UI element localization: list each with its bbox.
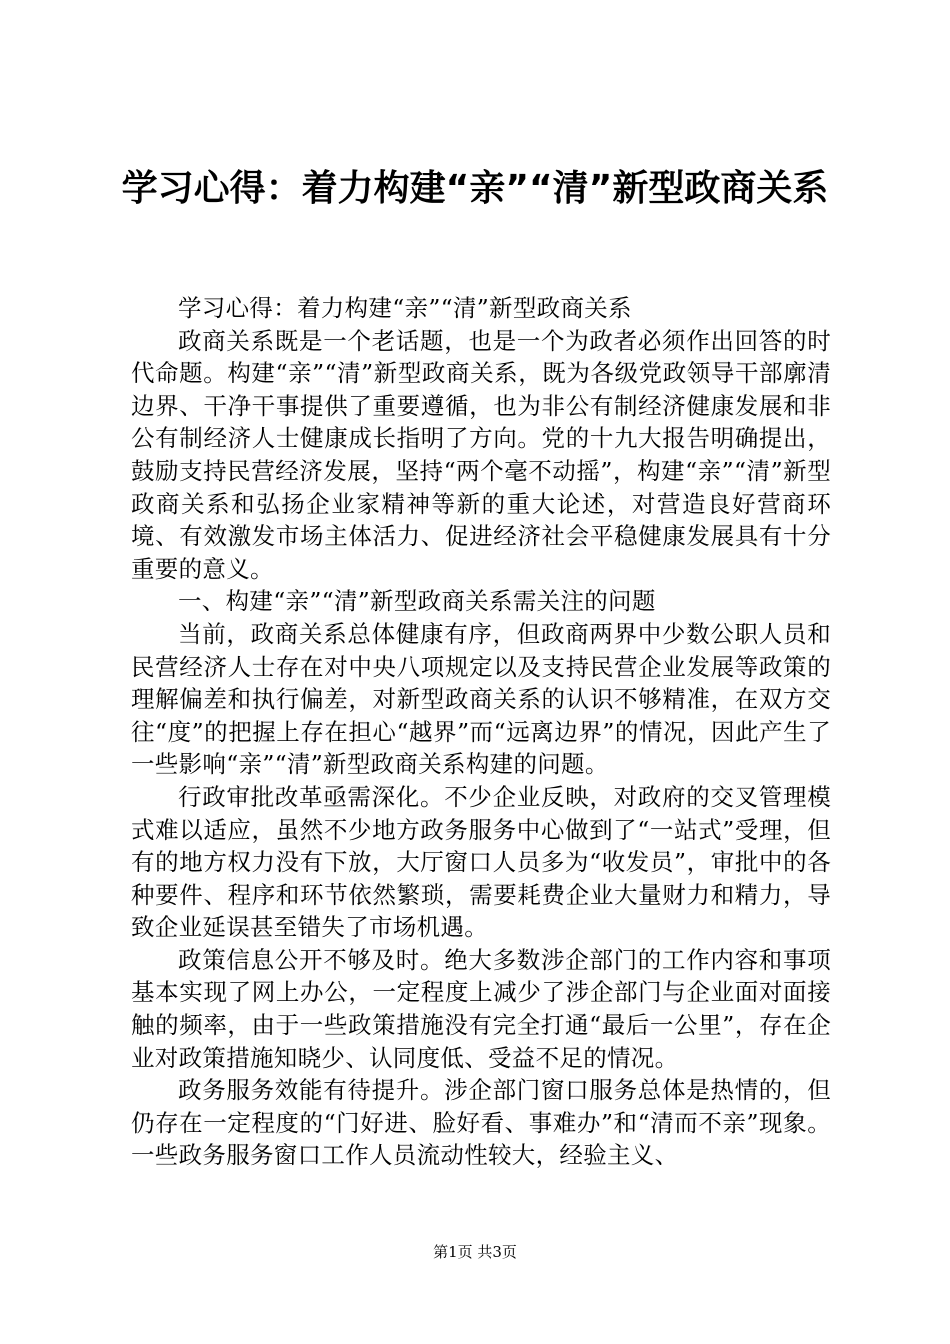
body-paragraph: 行政审批改革亟需深化。不少企业反映，对政府的交叉管理模式难以适应，虽然不少地方政务服务中心做到了“一站式”受理，但有的地方权力没有下放，大厅窗口人员多为“收发员”，审批中的各种要件、程序和环节依然繁琐，需要耗费企业大量财力和精力，导致企业延误甚至错失了市场机遇。 bbox=[131, 782, 831, 942]
body-paragraph: 当前，政商关系总体健康有序，但政商两界中少数公职人员和民营经济人士存在对中央八项规定以及支持民营企业发展等政策的理解偏差和执行偏差，对新型政商关系的认识不够精准，在双方交往“度”的把握上存在担心“越界”而“远离边界”的情况，因此产生了一些影响“亲”“清”新型政商关系构建的问题。 bbox=[131, 619, 831, 779]
body-paragraph: 政务服务效能有待提升。涉企部门窗口服务总体是热情的，但仍存在一定程度的“门好进、脸好看、事难办”和“清而不亲”现象。一些政务服务窗口工作人员流动性较大，经验主义、 bbox=[131, 1076, 831, 1170]
subtitle-paragraph: 学习心得：着力构建“亲”“清”新型政商关系 bbox=[178, 294, 632, 322]
body-paragraph: 政策信息公开不够及时。绝大多数涉企部门的工作内容和事项基本实现了网上办公，一定程度上减少了涉企部门与企业面对面接触的频率，由于一些政策措施没有完全打通“最后一公里”，存在企业对政策措施知晓少、认同度低、受益不足的情况。 bbox=[131, 945, 831, 1072]
document-body bbox=[131, 292, 831, 1172]
section-heading: 一、构建“亲”“清”新型政商关系需关注的问题 bbox=[178, 587, 656, 616]
page-number-footer: 第1页 共3页 bbox=[433, 1243, 517, 1261]
document-title: 学习心得：着力构建“亲”“清”新型政商关系 bbox=[121, 168, 829, 209]
intro-paragraph: 政商关系既是一个老话题，也是一个为政者必须作出回答的时代命题。构建“亲”“清”新型政商关系，既为各级党政领导干部廓清边界、干净干事提供了重要遵循，也为非公有制经济健康发展和非公有制经济人士健康成长指明了方向。党的十九大报告明确提出，鼓励支持民营经济发展，坚持“两个毫不动摇”，构建“亲”“清”新型政商关系和弘扬企业家精神等新的重大论述，对营造良好营商环境、有效激发市场主体活力、促进经济社会平稳健康发展具有十分重要的意义。 bbox=[131, 326, 831, 583]
